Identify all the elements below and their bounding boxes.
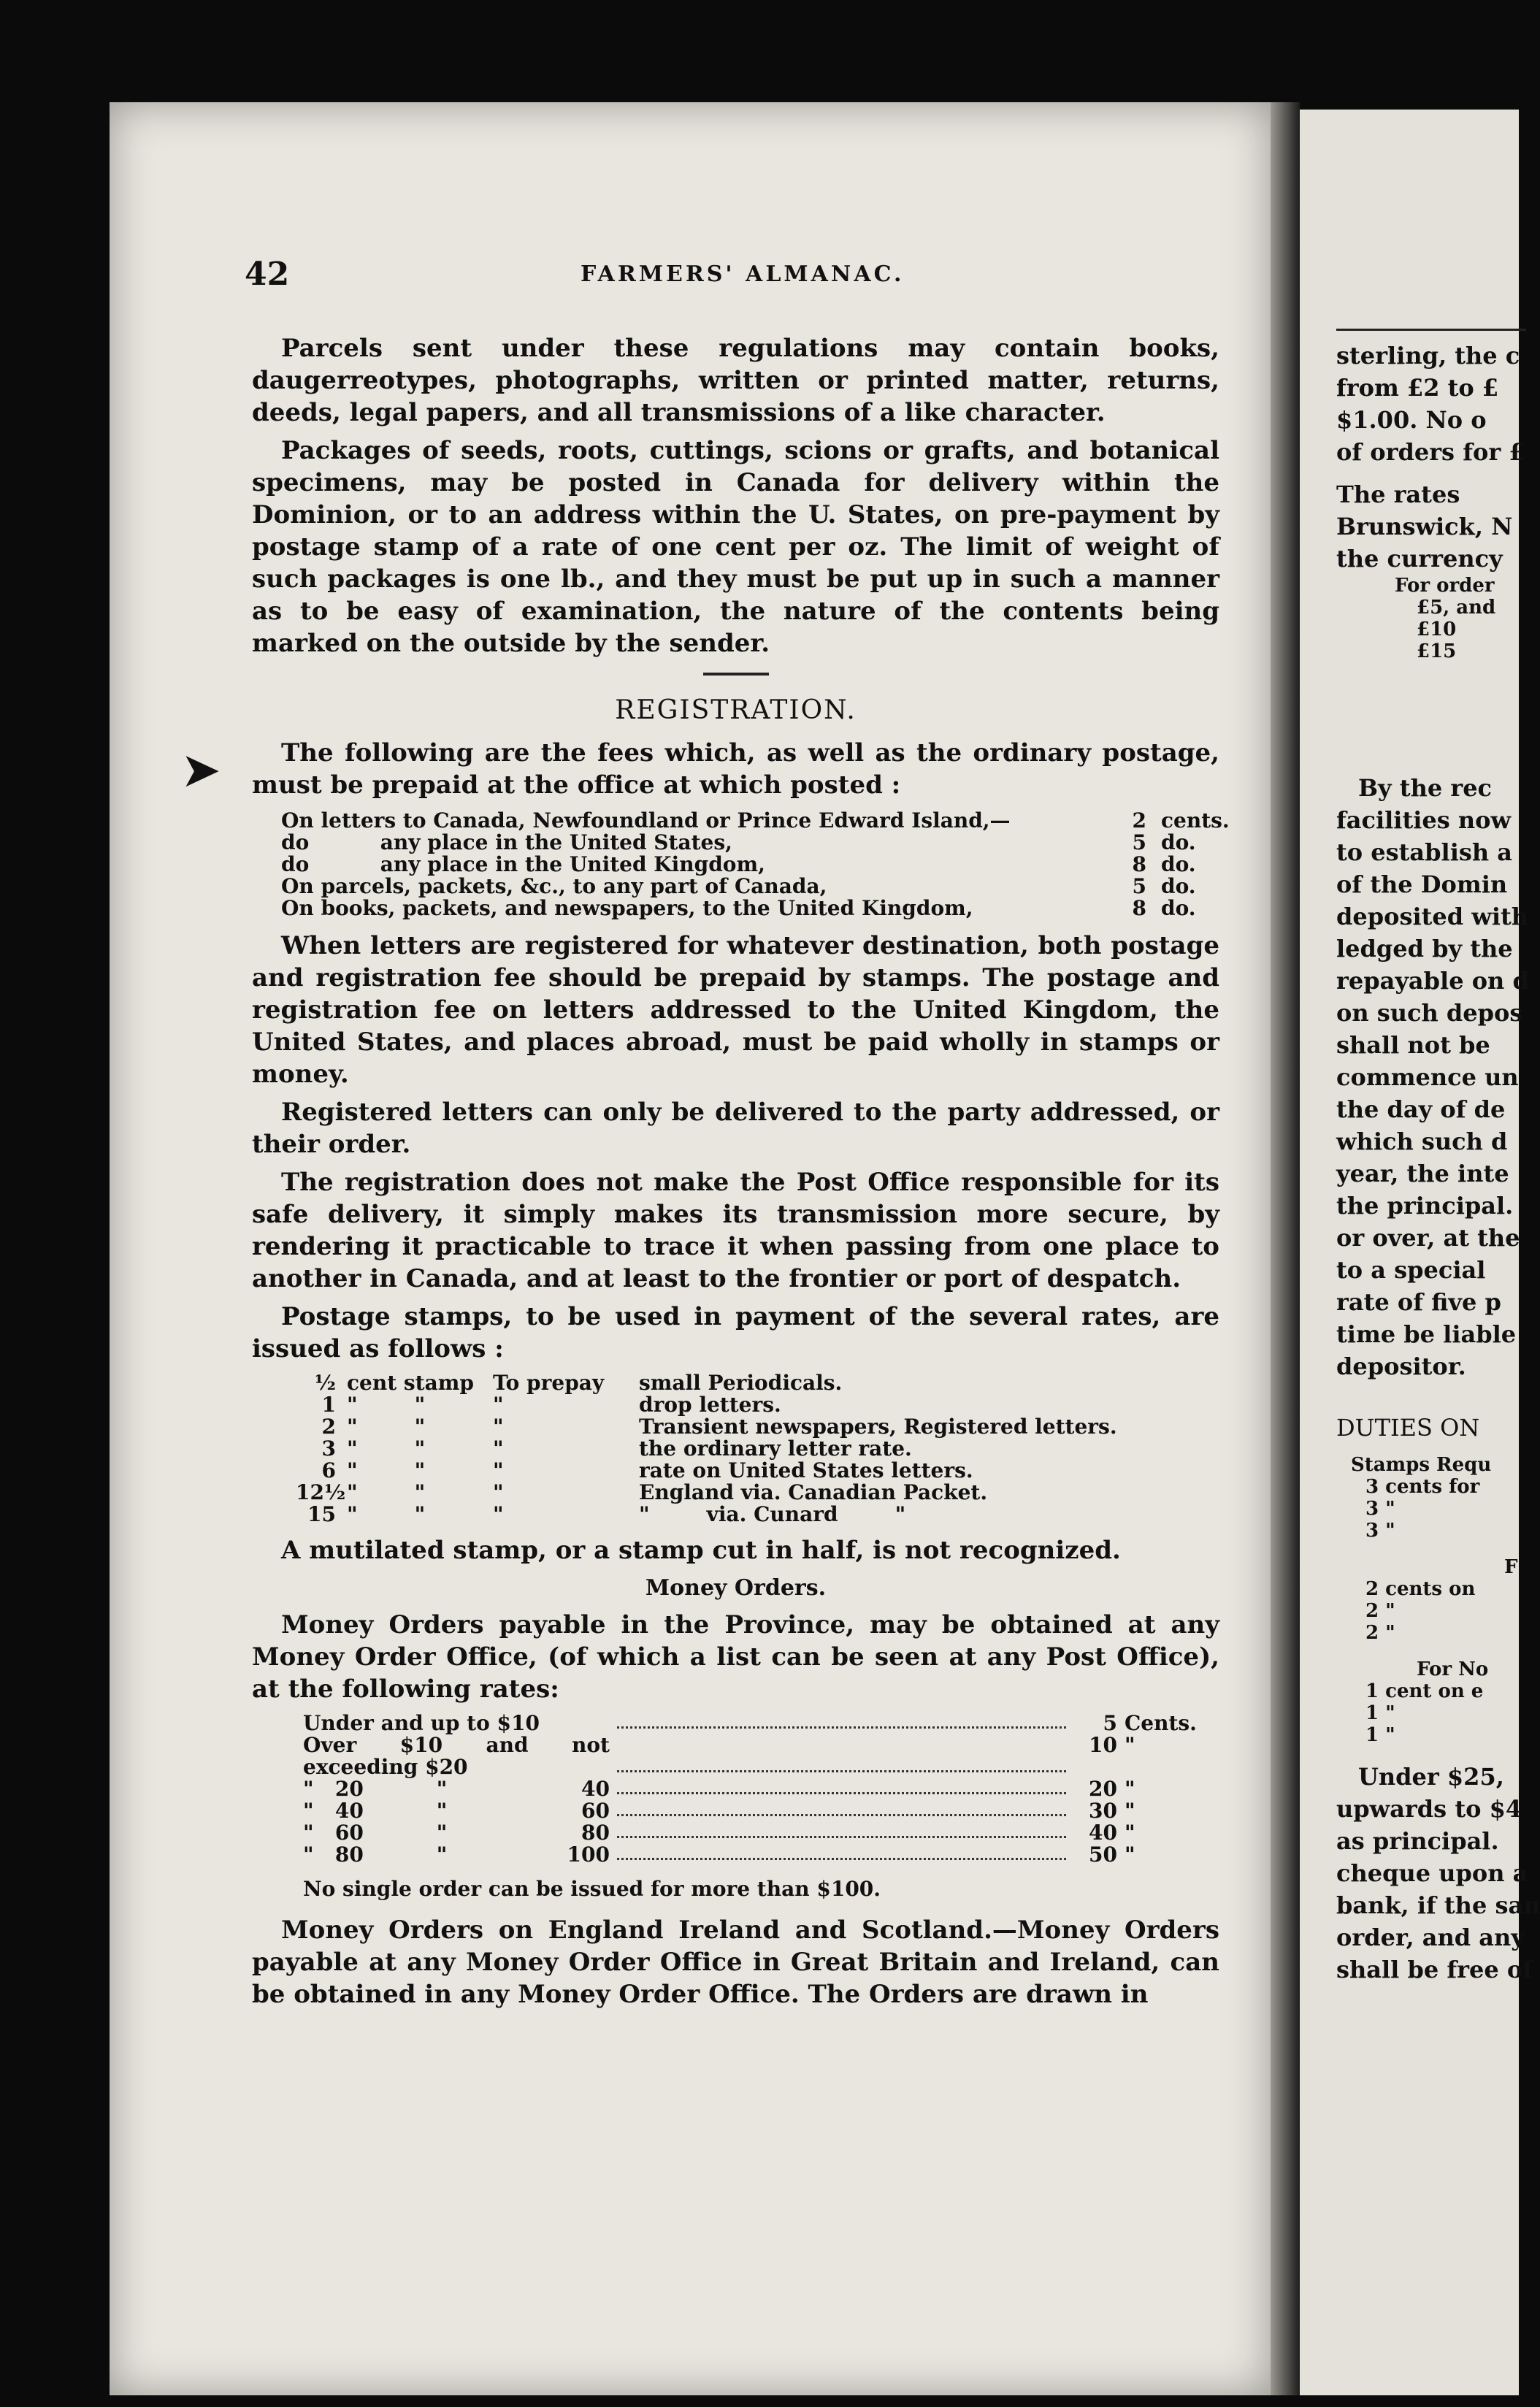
margin-arrow-mark: ➤ <box>183 745 220 796</box>
section-divider <box>703 673 769 676</box>
paragraph-prepaid: When letters are registered for whatever destination, both postage and registration fee should be prepaid by stamps. The postage and registration fee on letters addressed to the United Kingdom, the United States, and places abroad, must be paid wholly in stamps or money. <box>252 931 1219 1089</box>
fee-row: On books, packets, and newspapers, to the United Kingdom, 8 do. <box>281 896 1196 920</box>
paragraph-england-orders <box>252 1914 1219 2010</box>
right-lines-c: For order £5, and £10 £15 <box>1395 575 1496 662</box>
registration-heading: REGISTRATION. <box>615 695 857 725</box>
right-lines-b: The rates Brunswick, N the currency <box>1336 481 1513 573</box>
stamp-row: ½ cent stamp To prepay small Periodicals. <box>314 1371 843 1395</box>
main-text <box>252 332 1230 2016</box>
fee-row: do any place in the United States, 5 do. <box>281 830 1196 854</box>
stamp-row: 6 " " " rate on United States letters. <box>321 1458 973 1482</box>
page-gutter <box>1271 102 1300 2395</box>
paragraph-mutilated: A mutilated stamp, or a stamp cut in half, is not recognized. <box>281 1536 1121 1565</box>
rate-row: " 80 " 100 50 " <box>303 1842 1135 1867</box>
running-title: FARMERS' ALMANAC. <box>581 261 905 287</box>
rate-row: " 40 " 60 30 " <box>303 1799 1135 1823</box>
stamp-row: 2 " " " Transient newspapers, Registered letters. <box>321 1415 1117 1439</box>
right-lines-f: Stamps Requ 3 cents for 3 " 3 " <box>1351 1454 1492 1542</box>
stamp-row: 15 " " " " via. Cunard " <box>307 1502 906 1526</box>
paragraph-parcels: Parcels sent under these regulations may contain books, daugerreotypes, photographs, written or printed matter, returns, deeds, legal papers, and all transmissions of a like character. <box>252 334 1219 427</box>
stamp-row: 1 " " " drop letters. <box>321 1393 781 1417</box>
rate-row: Under and up to $10 5 Cents. <box>303 1711 1197 1735</box>
rate-row: " 20 " 40 20 " <box>303 1777 1135 1801</box>
duties-heading: DUTIES ON <box>1336 1414 1480 1442</box>
money-order-rates-table <box>303 1711 1197 1867</box>
fee-row: On letters to Canada, Newfoundland or Prince Edward Island,— 2 cents. <box>281 808 1230 833</box>
money-orders-heading: Money Orders. <box>645 1575 827 1601</box>
page-header <box>245 256 1230 292</box>
stamp-row: 12½ " " " England via. Canadian Packet. <box>296 1480 988 1504</box>
paragraph-responsibility: The registration does not make the Post Office responsible for its safe delivery, it simply makes its transmission more secure, by rendering it practicable to trace it when passing from one place to another in Canada, and at least to the frontier or port of despatch. <box>252 1168 1219 1293</box>
postage-stamps-table <box>296 1372 1219 1526</box>
page-number: 42 <box>245 256 290 293</box>
paragraph-delivered: Registered letters can only be delivered to the party addressed, or their order. <box>252 1098 1219 1159</box>
right-lines-g: F 2 cents on 2 " 2 " <box>1365 1556 1518 1644</box>
right-lines-d: By the rec facilities now to establish a of the Domin deposited with ledged by the repayable on d on such depos shall not be commence un the day of de which such d year, the inte the principal. or over, at the to a special rate of five p time be liable depositor. <box>1336 774 1529 1380</box>
fee-row: On parcels, packets, &c., to any part of Canada, 5 do. <box>281 874 1196 898</box>
paragraph-stamps-intro: Postage stamps, to be used in payment of the several rates, are issued as follows : <box>252 1302 1219 1363</box>
money-orders-intro: Money Orders payable in the Province, may be obtained at any Money Order Office, (of which a list can be seen at any Post Office), at the following rates: <box>252 1610 1219 1704</box>
rate-row: " 60 " 80 40 " <box>303 1821 1135 1845</box>
england-orders-heading: Money Orders on England Ireland and Scotland. <box>281 1916 992 1945</box>
right-lines-i: Under $25, upwards to $4 as principal. cheque upon a bank, if the san order, and any shall be free of <box>1336 1763 1540 1983</box>
stamp-row: 3 " " " the ordinary letter rate. <box>321 1436 912 1461</box>
rate-row: Over $10 and not exceeding $20 10 " <box>303 1733 1135 1779</box>
right-lines-a: sterling, the c from £2 to £ $1.00. No o of orders for £ <box>1336 342 1525 466</box>
right-column-rule <box>1336 329 1526 331</box>
fee-row: do any place in the United Kingdom, 8 do. <box>281 852 1196 876</box>
england-orders-text: —Money Orders payable at any Money Order Office in Great Britain and Ireland, can be obtained in any Money Order Office. The Orders are drawn in <box>252 1916 1219 2009</box>
registration-fees-table <box>281 808 1230 920</box>
right-page-column <box>1336 340 1540 1986</box>
money-order-limit-note: No single order can be issued for more than $100. <box>303 1877 881 1901</box>
registration-intro: The following are the fees which, as well as the ordinary postage, must be prepaid at the office at which posted : <box>252 738 1219 800</box>
paragraph-seeds: Packages of seeds, roots, cuttings, scions or grafts, and botanical specimens, may be posted in Canada for delivery within the Dominion, or to an address within the U. States, on pre-payment by postage stamp of a rate of one cent per oz. The limit of weight of such packages is one lb., and they must be put up in such a manner as to be easy of examination, the nature of the contents being marked on the outside by the sender. <box>252 436 1219 658</box>
right-lines-h: For No 1 cent on e 1 " 1 " <box>1365 1658 1489 1746</box>
